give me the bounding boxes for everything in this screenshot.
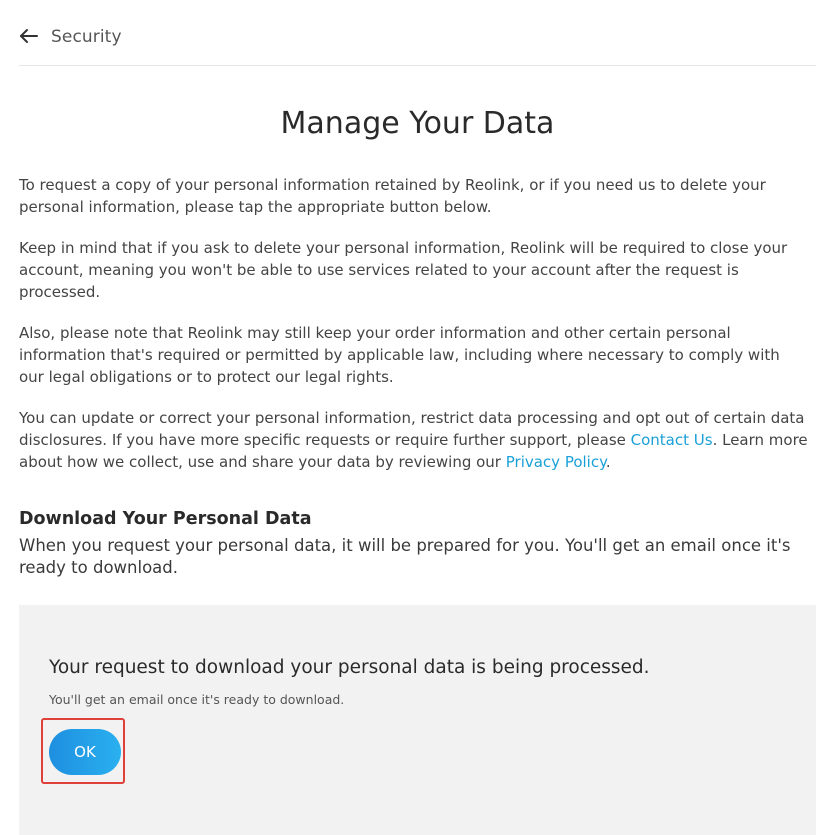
intro-paragraph-4 xyxy=(19,407,809,473)
top-bar xyxy=(19,0,816,66)
top-bar-title: Security xyxy=(51,27,122,47)
intro-paragraph-2: Keep in mind that if you ask to delete your personal information, Reolink will be required to close your account, meaning you won't be able to use services related to your account after the request is processed. xyxy=(19,239,788,301)
intro-content xyxy=(19,174,809,492)
intro-paragraph-4-text-c: . xyxy=(605,453,611,471)
request-status-subtext: You'll get an email once it's ready to download. xyxy=(49,692,345,707)
request-status-heading: Your request to download your personal data is being processed. xyxy=(49,657,650,678)
ok-button[interactable]: OK xyxy=(49,729,121,775)
privacy-policy-link[interactable]: Privacy Policy xyxy=(505,453,606,471)
page-title: Manage Your Data xyxy=(280,106,555,141)
intro-paragraph-4-text-a: You can update or correct your personal information, restrict data processing and opt out of certain data disclosures. If you have more specific requests or require further support, please xyxy=(19,409,805,449)
download-section-description: When you request your personal data, it will be prepared for you. You'll get an email once it's ready to download. xyxy=(19,536,791,577)
download-section-title: Download Your Personal Data xyxy=(19,509,312,529)
contact-us-link[interactable]: Contact Us xyxy=(630,431,713,449)
intro-paragraph-3: Also, please note that Reolink may still keep your order information and other certain personal information that's required or permitted by applicable law, including where necessary to comply with our legal obligations or to protect our legal rights. xyxy=(19,324,780,386)
intro-paragraph-4-text-b: . Learn more about how we collect, use and share your data by reviewing our xyxy=(19,431,808,471)
request-status-panel xyxy=(19,605,816,835)
back-button[interactable] xyxy=(19,25,41,47)
intro-paragraph-1: To request a copy of your personal information retained by Reolink, or if you need us to delete your personal information, please tap the appropriate button below. xyxy=(19,176,766,216)
arrow-left-icon xyxy=(19,25,41,47)
